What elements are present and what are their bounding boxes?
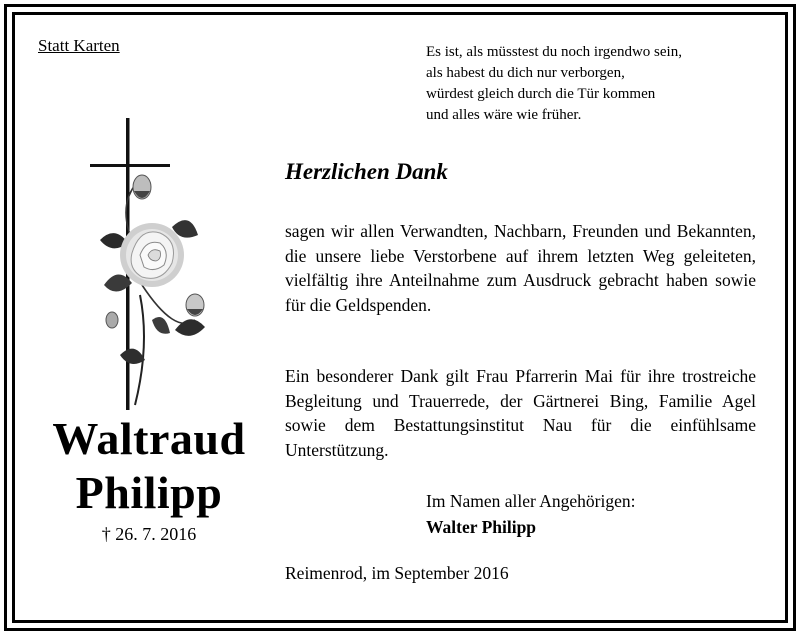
statt-karten-label: Statt Karten	[38, 36, 120, 55]
poem-line: als habest du dich nur verborgen,	[426, 65, 625, 81]
main-heading: Herzlichen Dank	[285, 159, 448, 184]
place-date: Reimenrod, im September 2016	[285, 563, 509, 583]
thanks-paragraph-1: sagen wir allen Verwandten, Nachbarn, Freunden und Bekannten, die unsere liebe Verstorbene auf ihrem letzten Weg geleiteten, vielfältig ihre Anteilnahme zum Ausdruck gebracht haben sowie für die Geldspenden.	[285, 221, 756, 315]
signature-intro: Im Namen aller Angehörigen:	[426, 491, 636, 511]
signer-name: Walter Philipp	[426, 517, 537, 537]
deceased-first-name: Waltraud	[52, 413, 246, 464]
poem-line: Es ist, als müsstest du noch irgendwo sein,	[426, 44, 682, 60]
death-date: † 26. 7. 2016	[101, 524, 197, 544]
poem-line: würdest gleich durch die Tür kommen	[426, 86, 656, 102]
signature-block	[426, 488, 635, 540]
deceased-last-name: Philipp	[75, 467, 223, 518]
poem-line: und alles wäre wie früher.	[426, 107, 582, 123]
poem	[426, 42, 766, 126]
thanks-paragraph-2: Ein besonderer Dank gilt Frau Pfarrerin Mai für ihre trostreiche Begleitung und Trauerrede, der Gärtnerei Bing, Familie Agel sowie dem Bestattungsinstitut Nau für die einfühlsame Unterstützung.	[285, 366, 756, 460]
deceased-name-block	[22, 412, 276, 545]
cross-and-rose-icon	[80, 115, 230, 415]
